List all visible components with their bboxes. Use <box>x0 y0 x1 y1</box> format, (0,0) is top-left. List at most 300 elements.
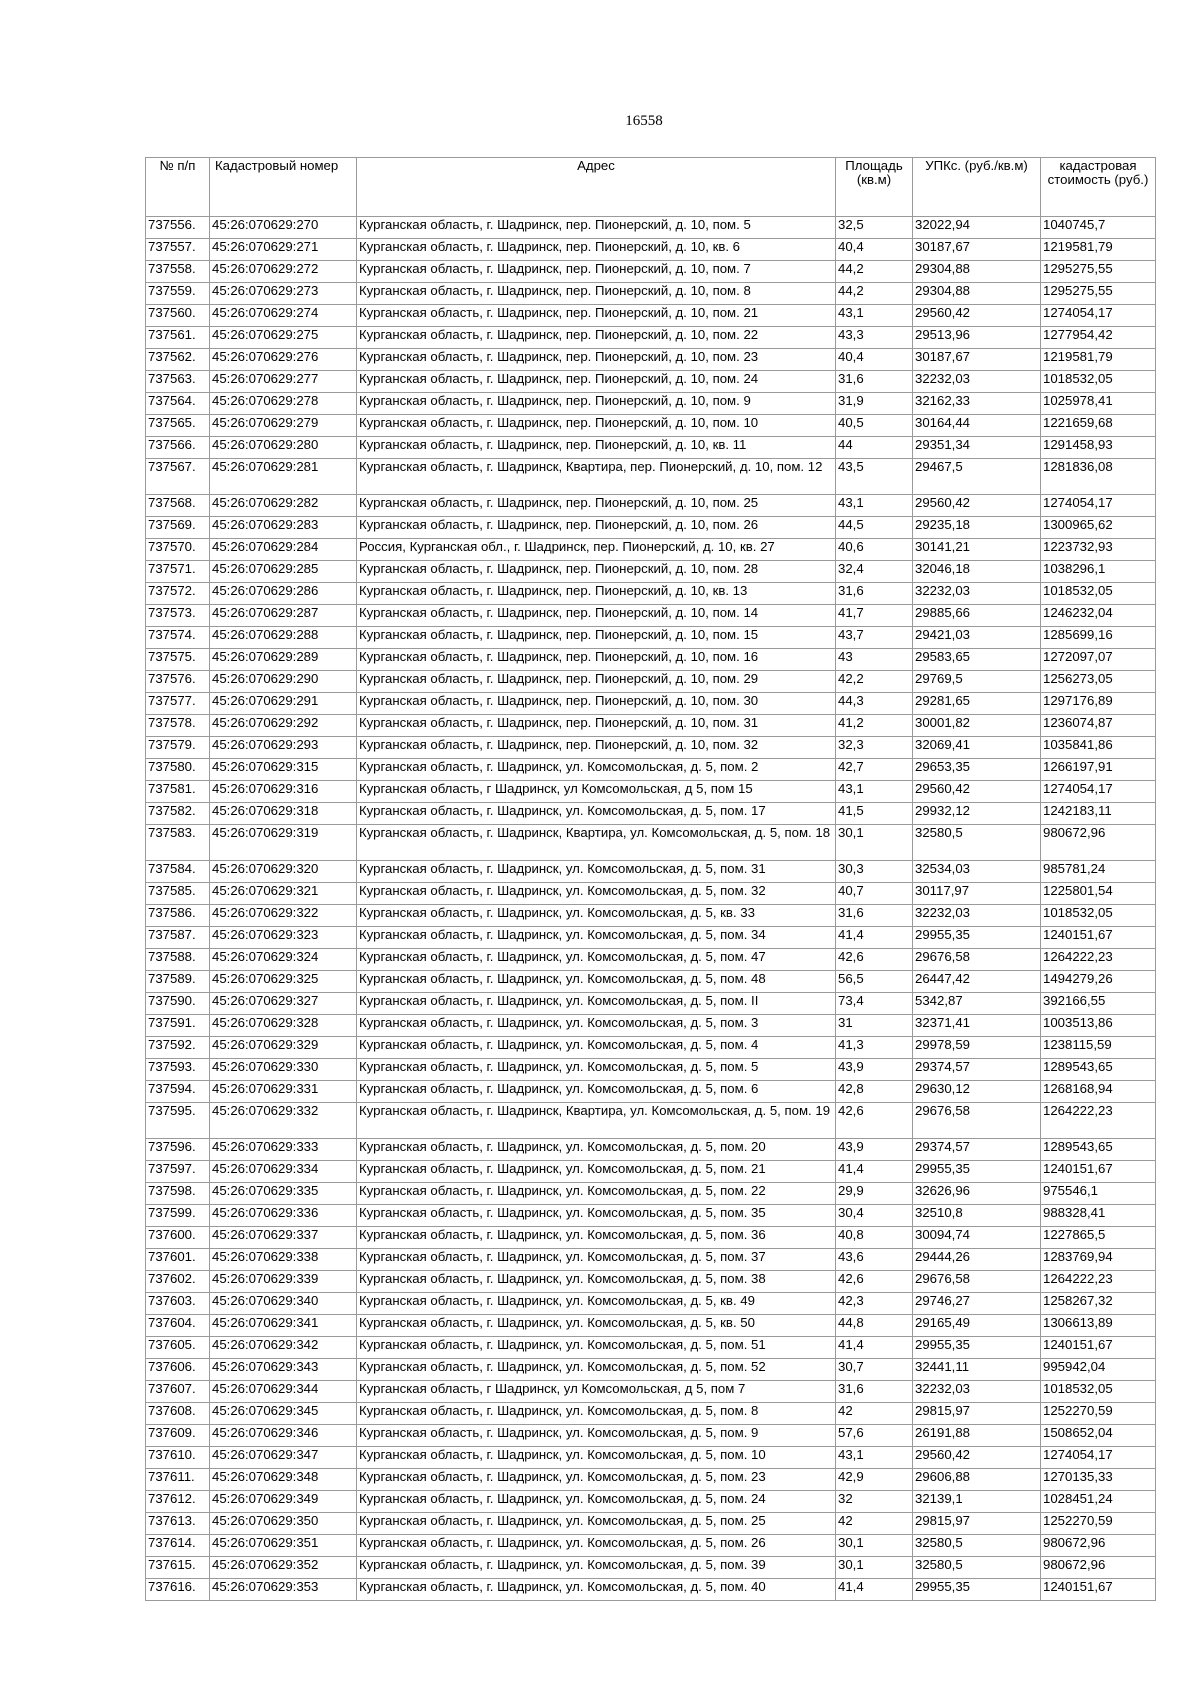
cell-address: Курганская область, г. Шадринск, пер. Пионерский, д. 10, пом. 29 <box>357 671 836 693</box>
cell-address: Курганская область, г. Шадринск, пер. Пионерский, д. 10, пом. 14 <box>357 605 836 627</box>
cell-cadastral-value: 1264222,23 <box>1041 1271 1156 1293</box>
table-row <box>146 905 1156 927</box>
cell-row-number: 737584. <box>146 861 210 883</box>
cell-cadastral-number: 45:26:070629:272 <box>210 261 357 283</box>
col-header-unit-value: УПКс. (руб./кв.м) <box>913 158 1041 217</box>
table-row <box>146 583 1156 605</box>
cell-row-number: 737580. <box>146 759 210 781</box>
cell-row-number: 737557. <box>146 239 210 261</box>
cell-address: Курганская область, г. Шадринск, пер. Пионерский, д. 10, пом. 15 <box>357 627 836 649</box>
table-row <box>146 305 1156 327</box>
cell-row-number: 737570. <box>146 539 210 561</box>
cell-area: 44,5 <box>836 517 913 539</box>
cell-area: 43,3 <box>836 327 913 349</box>
cell-cadastral-value: 980672,96 <box>1041 1557 1156 1579</box>
cell-address: Курганская область, г. Шадринск, пер. Пионерский, д. 10, пом. 26 <box>357 517 836 539</box>
cell-row-number: 737562. <box>146 349 210 371</box>
cell-area: 73,4 <box>836 993 913 1015</box>
table-row <box>146 861 1156 883</box>
table-row <box>146 327 1156 349</box>
cell-address: Курганская область, г. Шадринск, пер. Пионерский, д. 10, пом. 5 <box>357 217 836 239</box>
cell-area: 42,6 <box>836 949 913 971</box>
cell-area: 42,9 <box>836 1469 913 1491</box>
cell-cadastral-value: 1219581,79 <box>1041 349 1156 371</box>
cell-row-number: 737602. <box>146 1271 210 1293</box>
cell-area: 32 <box>836 1491 913 1513</box>
cell-area: 30,7 <box>836 1359 913 1381</box>
cell-area: 32,3 <box>836 737 913 759</box>
table-row <box>146 415 1156 437</box>
table-row <box>146 949 1156 971</box>
cell-cadastral-value: 1238115,59 <box>1041 1037 1156 1059</box>
table-row <box>146 437 1156 459</box>
cell-address: Курганская область, г. Шадринск, пер. Пионерский, д. 10, пом. 8 <box>357 283 836 305</box>
cadastral-value-table <box>145 157 1156 1601</box>
cell-address: Курганская область, г. Шадринск, пер. Пионерский, д. 10, пом. 24 <box>357 371 836 393</box>
cell-row-number: 737607. <box>146 1381 210 1403</box>
cell-address: Курганская область, г. Шадринск, ул. Комсомольская, д. 5, пом. 31 <box>357 861 836 883</box>
cell-cadastral-value: 1274054,17 <box>1041 305 1156 327</box>
cell-cadastral-value: 1252270,59 <box>1041 1403 1156 1425</box>
table-row <box>146 693 1156 715</box>
cell-cadastral-value: 1291458,93 <box>1041 437 1156 459</box>
cell-unit-value: 29978,59 <box>913 1037 1041 1059</box>
table-row <box>146 781 1156 803</box>
cell-cadastral-number: 45:26:070629:279 <box>210 415 357 437</box>
cell-cadastral-number: 45:26:070629:291 <box>210 693 357 715</box>
cell-row-number: 737587. <box>146 927 210 949</box>
cell-unit-value: 29513,96 <box>913 327 1041 349</box>
cell-address: Курганская область, г. Шадринск, ул. Комсомольская, д. 5, пом. 22 <box>357 1183 836 1205</box>
cell-unit-value: 29932,12 <box>913 803 1041 825</box>
cell-cadastral-number: 45:26:070629:322 <box>210 905 357 927</box>
cell-cadastral-value: 1038296,1 <box>1041 561 1156 583</box>
cell-cadastral-number: 45:26:070629:323 <box>210 927 357 949</box>
cell-row-number: 737578. <box>146 715 210 737</box>
cell-area: 31,6 <box>836 583 913 605</box>
cell-cadastral-value: 1258267,32 <box>1041 1293 1156 1315</box>
cell-cadastral-value: 980672,96 <box>1041 825 1156 861</box>
cell-row-number: 737560. <box>146 305 210 327</box>
table-row <box>146 1359 1156 1381</box>
cell-address: Курганская область, г. Шадринск, ул. Комсомольская, д. 5, пом. 47 <box>357 949 836 971</box>
cell-unit-value: 26191,88 <box>913 1425 1041 1447</box>
cell-row-number: 737612. <box>146 1491 210 1513</box>
table-row <box>146 1491 1156 1513</box>
cell-unit-value: 30117,97 <box>913 883 1041 905</box>
cell-unit-value: 29583,65 <box>913 649 1041 671</box>
cell-cadastral-value: 1240151,67 <box>1041 927 1156 949</box>
cell-area: 44,2 <box>836 261 913 283</box>
cell-unit-value: 32441,11 <box>913 1359 1041 1381</box>
cell-address: Курганская область, г. Шадринск, пер. Пионерский, д. 10, пом. 16 <box>357 649 836 671</box>
cell-address: Курганская область, г. Шадринск, ул. Комсомольская, д. 5, пом. 17 <box>357 803 836 825</box>
cell-row-number: 737561. <box>146 327 210 349</box>
cell-row-number: 737613. <box>146 1513 210 1535</box>
table-row <box>146 239 1156 261</box>
cell-cadastral-number: 45:26:070629:329 <box>210 1037 357 1059</box>
cell-unit-value: 32046,18 <box>913 561 1041 583</box>
cell-cadastral-number: 45:26:070629:286 <box>210 583 357 605</box>
cell-cadastral-value: 1003513,86 <box>1041 1015 1156 1037</box>
cell-unit-value: 32232,03 <box>913 371 1041 393</box>
cell-cadastral-value: 392166,55 <box>1041 993 1156 1015</box>
cell-cadastral-number: 45:26:070629:290 <box>210 671 357 693</box>
cell-cadastral-value: 1264222,23 <box>1041 1103 1156 1139</box>
table-row <box>146 1183 1156 1205</box>
table-row <box>146 1103 1156 1139</box>
cell-row-number: 737615. <box>146 1557 210 1579</box>
cell-area: 56,5 <box>836 971 913 993</box>
table-row <box>146 649 1156 671</box>
cell-unit-value: 29165,49 <box>913 1315 1041 1337</box>
table-header-row <box>146 158 1156 217</box>
cell-cadastral-number: 45:26:070629:289 <box>210 649 357 671</box>
cell-address: Курганская область, г. Шадринск, ул. Комсомольская, д. 5, пом. 25 <box>357 1513 836 1535</box>
cell-area: 43,5 <box>836 459 913 495</box>
cell-address: Курганская область, г. Шадринск, ул. Комсомольская, д. 5, пом. 36 <box>357 1227 836 1249</box>
cell-cadastral-value: 1018532,05 <box>1041 1381 1156 1403</box>
cell-cadastral-number: 45:26:070629:315 <box>210 759 357 781</box>
cell-cadastral-number: 45:26:070629:275 <box>210 327 357 349</box>
table-row <box>146 737 1156 759</box>
cell-cadastral-value: 1274054,17 <box>1041 495 1156 517</box>
cell-row-number: 737576. <box>146 671 210 693</box>
cell-row-number: 737586. <box>146 905 210 927</box>
cell-cadastral-number: 45:26:070629:350 <box>210 1513 357 1535</box>
cell-row-number: 737593. <box>146 1059 210 1081</box>
table-row <box>146 1579 1156 1601</box>
cell-cadastral-value: 1274054,17 <box>1041 1447 1156 1469</box>
cell-cadastral-value: 1268168,94 <box>1041 1081 1156 1103</box>
cell-cadastral-value: 1281836,08 <box>1041 459 1156 495</box>
cell-area: 40,5 <box>836 415 913 437</box>
cell-row-number: 737592. <box>146 1037 210 1059</box>
cell-area: 40,4 <box>836 349 913 371</box>
cell-cadastral-number: 45:26:070629:318 <box>210 803 357 825</box>
cell-cadastral-number: 45:26:070629:334 <box>210 1161 357 1183</box>
cell-area: 41,4 <box>836 1579 913 1601</box>
cell-address: Курганская область, г. Шадринск, ул. Комсомольская, д. 5, пом. 2 <box>357 759 836 781</box>
table-row <box>146 1249 1156 1271</box>
table-row <box>146 1315 1156 1337</box>
cell-area: 43,1 <box>836 781 913 803</box>
cell-address: Курганская область, г Шадринск, ул Комсомольская, д 5, пом 7 <box>357 1381 836 1403</box>
cell-cadastral-number: 45:26:070629:353 <box>210 1579 357 1601</box>
cell-unit-value: 29351,34 <box>913 437 1041 459</box>
cell-address: Курганская область, г. Шадринск, пер. Пионерский, д. 10, пом. 32 <box>357 737 836 759</box>
cell-cadastral-value: 1300965,62 <box>1041 517 1156 539</box>
cell-row-number: 737590. <box>146 993 210 1015</box>
cell-row-number: 737606. <box>146 1359 210 1381</box>
table-row <box>146 671 1156 693</box>
cell-row-number: 737601. <box>146 1249 210 1271</box>
cell-address: Курганская область, г. Шадринск, ул. Комсомольская, д. 5, пом. 48 <box>357 971 836 993</box>
cell-unit-value: 29560,42 <box>913 495 1041 517</box>
cell-address: Курганская область, г. Шадринск, ул. Комсомольская, д. 5, пом. 8 <box>357 1403 836 1425</box>
cell-unit-value: 29955,35 <box>913 1161 1041 1183</box>
cell-address: Курганская область, г. Шадринск, ул. Комсомольская, д. 5, кв. 49 <box>357 1293 836 1315</box>
cell-address: Курганская область, г. Шадринск, ул. Комсомольская, д. 5, пом. 52 <box>357 1359 836 1381</box>
cell-address: Курганская область, г. Шадринск, ул. Комсомольская, д. 5, пом. 10 <box>357 1447 836 1469</box>
cell-unit-value: 32232,03 <box>913 583 1041 605</box>
cell-cadastral-number: 45:26:070629:278 <box>210 393 357 415</box>
table-row <box>146 627 1156 649</box>
cell-cadastral-number: 45:26:070629:288 <box>210 627 357 649</box>
cell-cadastral-number: 45:26:070629:287 <box>210 605 357 627</box>
cell-cadastral-value: 988328,41 <box>1041 1205 1156 1227</box>
table-row <box>146 1447 1156 1469</box>
cell-cadastral-number: 45:26:070629:321 <box>210 883 357 905</box>
cell-address: Курганская область, г. Шадринск, ул. Комсомольская, д. 5, кв. 33 <box>357 905 836 927</box>
cell-row-number: 737581. <box>146 781 210 803</box>
cell-unit-value: 29630,12 <box>913 1081 1041 1103</box>
cell-unit-value: 32022,94 <box>913 217 1041 239</box>
cell-row-number: 737611. <box>146 1469 210 1491</box>
cell-unit-value: 29769,5 <box>913 671 1041 693</box>
cell-cadastral-value: 1018532,05 <box>1041 905 1156 927</box>
cell-unit-value: 32626,96 <box>913 1183 1041 1205</box>
cell-area: 31,9 <box>836 393 913 415</box>
cell-area: 40,8 <box>836 1227 913 1249</box>
cell-address: Курганская область, г Шадринск, ул Комсомольская, д 5, пом 15 <box>357 781 836 803</box>
cell-area: 44,2 <box>836 283 913 305</box>
cell-cadastral-number: 45:26:070629:327 <box>210 993 357 1015</box>
cell-cadastral-number: 45:26:070629:283 <box>210 517 357 539</box>
cell-cadastral-number: 45:26:070629:319 <box>210 825 357 861</box>
cell-cadastral-value: 995942,04 <box>1041 1359 1156 1381</box>
table-row <box>146 261 1156 283</box>
cell-area: 30,4 <box>836 1205 913 1227</box>
cell-area: 44,3 <box>836 693 913 715</box>
cell-unit-value: 32510,8 <box>913 1205 1041 1227</box>
cell-area: 43,1 <box>836 305 913 327</box>
cell-unit-value: 29653,35 <box>913 759 1041 781</box>
cell-row-number: 737565. <box>146 415 210 437</box>
cell-cadastral-value: 1221659,68 <box>1041 415 1156 437</box>
cell-unit-value: 26447,42 <box>913 971 1041 993</box>
col-header-number: № п/п <box>146 158 210 217</box>
cell-cadastral-number: 45:26:070629:348 <box>210 1469 357 1491</box>
cell-unit-value: 29885,66 <box>913 605 1041 627</box>
cell-address: Курганская область, г. Шадринск, пер. Пионерский, д. 10, кв. 6 <box>357 239 836 261</box>
cell-row-number: 737596. <box>146 1139 210 1161</box>
cell-cadastral-value: 1494279,26 <box>1041 971 1156 993</box>
cell-cadastral-number: 45:26:070629:284 <box>210 539 357 561</box>
cell-area: 41,4 <box>836 1337 913 1359</box>
table-row <box>146 349 1156 371</box>
table-row <box>146 371 1156 393</box>
cell-unit-value: 29560,42 <box>913 781 1041 803</box>
cell-cadastral-value: 1035841,86 <box>1041 737 1156 759</box>
cell-row-number: 737595. <box>146 1103 210 1139</box>
table-row <box>146 1271 1156 1293</box>
cell-unit-value: 30164,44 <box>913 415 1041 437</box>
cell-area: 57,6 <box>836 1425 913 1447</box>
cell-cadastral-value: 1256273,05 <box>1041 671 1156 693</box>
cell-unit-value: 30187,67 <box>913 239 1041 261</box>
cell-row-number: 737603. <box>146 1293 210 1315</box>
cell-cadastral-value: 1297176,89 <box>1041 693 1156 715</box>
cell-cadastral-number: 45:26:070629:337 <box>210 1227 357 1249</box>
cell-cadastral-number: 45:26:070629:347 <box>210 1447 357 1469</box>
cell-unit-value: 32534,03 <box>913 861 1041 883</box>
cell-area: 40,6 <box>836 539 913 561</box>
table-row <box>146 1139 1156 1161</box>
cell-area: 41,4 <box>836 927 913 949</box>
cell-area: 31,6 <box>836 1381 913 1403</box>
cell-cadastral-number: 45:26:070629:339 <box>210 1271 357 1293</box>
table-row <box>146 517 1156 539</box>
cell-area: 40,7 <box>836 883 913 905</box>
cell-cadastral-number: 45:26:070629:316 <box>210 781 357 803</box>
cell-unit-value: 29235,18 <box>913 517 1041 539</box>
cell-address: Курганская область, г. Шадринск, Квартира, ул. Комсомольская, д. 5, пом. 18 <box>357 825 836 861</box>
cell-address: Курганская область, г. Шадринск, пер. Пионерский, д. 10, пом. 23 <box>357 349 836 371</box>
table-row <box>146 393 1156 415</box>
cell-cadastral-value: 1264222,23 <box>1041 949 1156 971</box>
cell-address: Курганская область, г. Шадринск, ул. Комсомольская, д. 5, пом. 37 <box>357 1249 836 1271</box>
cell-area: 43,1 <box>836 1447 913 1469</box>
cell-area: 43,1 <box>836 495 913 517</box>
cell-cadastral-number: 45:26:070629:338 <box>210 1249 357 1271</box>
cell-address: Курганская область, г. Шадринск, пер. Пионерский, д. 10, пом. 7 <box>357 261 836 283</box>
table-row <box>146 715 1156 737</box>
col-header-cadastral-value: кадастровая стоимость (руб.) <box>1041 158 1156 217</box>
cell-cadastral-number: 45:26:070629:330 <box>210 1059 357 1081</box>
cell-unit-value: 29815,97 <box>913 1513 1041 1535</box>
cell-cadastral-number: 45:26:070629:341 <box>210 1315 357 1337</box>
table-row <box>146 1227 1156 1249</box>
cell-cadastral-number: 45:26:070629:345 <box>210 1403 357 1425</box>
cell-cadastral-value: 1283769,94 <box>1041 1249 1156 1271</box>
cell-address: Курганская область, г. Шадринск, ул. Комсомольская, д. 5, пом. 21 <box>357 1161 836 1183</box>
cell-row-number: 737614. <box>146 1535 210 1557</box>
cell-cadastral-value: 1270135,33 <box>1041 1469 1156 1491</box>
cell-area: 42 <box>836 1513 913 1535</box>
cell-cadastral-number: 45:26:070629:351 <box>210 1535 357 1557</box>
cell-address: Курганская область, г. Шадринск, Квартира, ул. Комсомольская, д. 5, пом. 19 <box>357 1103 836 1139</box>
cell-row-number: 737573. <box>146 605 210 627</box>
cell-row-number: 737569. <box>146 517 210 539</box>
table-row <box>146 605 1156 627</box>
cell-unit-value: 29955,35 <box>913 1337 1041 1359</box>
cell-cadastral-value: 1018532,05 <box>1041 371 1156 393</box>
cell-area: 41,2 <box>836 715 913 737</box>
cell-row-number: 737572. <box>146 583 210 605</box>
cell-cadastral-number: 45:26:070629:276 <box>210 349 357 371</box>
cell-address: Курганская область, г. Шадринск, ул. Комсомольская, д. 5, пом. 39 <box>357 1557 836 1579</box>
cell-area: 42,2 <box>836 671 913 693</box>
cell-cadastral-number: 45:26:070629:325 <box>210 971 357 993</box>
cell-address: Курганская область, г. Шадринск, ул. Комсомольская, д. 5, пом. 20 <box>357 1139 836 1161</box>
table-row <box>146 803 1156 825</box>
cell-cadastral-number: 45:26:070629:342 <box>210 1337 357 1359</box>
cell-unit-value: 32069,41 <box>913 737 1041 759</box>
cell-cadastral-value: 1274054,17 <box>1041 781 1156 803</box>
cell-unit-value: 29374,57 <box>913 1139 1041 1161</box>
cell-unit-value: 29676,58 <box>913 1271 1041 1293</box>
table-row <box>146 1059 1156 1081</box>
table-body <box>146 217 1156 1601</box>
table-row <box>146 971 1156 993</box>
cell-row-number: 737585. <box>146 883 210 905</box>
cell-unit-value: 29467,5 <box>913 459 1041 495</box>
cell-cadastral-value: 1227865,5 <box>1041 1227 1156 1249</box>
table-row <box>146 1381 1156 1403</box>
cell-cadastral-number: 45:26:070629:332 <box>210 1103 357 1139</box>
table-row <box>146 217 1156 239</box>
cell-area: 31,6 <box>836 371 913 393</box>
table-row <box>146 1469 1156 1491</box>
table-row <box>146 1081 1156 1103</box>
cell-row-number: 737568. <box>146 495 210 517</box>
cell-cadastral-value: 1285699,16 <box>1041 627 1156 649</box>
cell-unit-value: 29815,97 <box>913 1403 1041 1425</box>
cell-address: Курганская область, г. Шадринск, ул. Комсомольская, д. 5, пом. 32 <box>357 883 836 905</box>
cell-unit-value: 29374,57 <box>913 1059 1041 1081</box>
cell-cadastral-number: 45:26:070629:344 <box>210 1381 357 1403</box>
cell-cadastral-value: 1277954,42 <box>1041 327 1156 349</box>
cell-cadastral-number: 45:26:070629:280 <box>210 437 357 459</box>
col-header-address: Адрес <box>357 158 836 217</box>
table-row <box>146 1513 1156 1535</box>
cell-area: 41,5 <box>836 803 913 825</box>
cell-row-number: 737597. <box>146 1161 210 1183</box>
table-row <box>146 759 1156 781</box>
cell-address: Курганская область, г. Шадринск, пер. Пионерский, д. 10, пом. 25 <box>357 495 836 517</box>
table-row <box>146 561 1156 583</box>
cell-unit-value: 32232,03 <box>913 1381 1041 1403</box>
cell-row-number: 737583. <box>146 825 210 861</box>
cell-cadastral-number: 45:26:070629:331 <box>210 1081 357 1103</box>
cell-area: 31,6 <box>836 905 913 927</box>
cell-row-number: 737559. <box>146 283 210 305</box>
cell-cadastral-number: 45:26:070629:328 <box>210 1015 357 1037</box>
table-row <box>146 1293 1156 1315</box>
table-row <box>146 1535 1156 1557</box>
cell-area: 44,8 <box>836 1315 913 1337</box>
cell-row-number: 737582. <box>146 803 210 825</box>
cell-unit-value: 29421,03 <box>913 627 1041 649</box>
cell-address: Курганская область, г. Шадринск, пер. Пионерский, д. 10, пом. 10 <box>357 415 836 437</box>
cell-cadastral-value: 1272097,07 <box>1041 649 1156 671</box>
cell-area: 41,7 <box>836 605 913 627</box>
cell-area: 42,6 <box>836 1103 913 1139</box>
cell-address: Курганская область, г. Шадринск, пер. Пионерский, д. 10, пом. 22 <box>357 327 836 349</box>
cell-cadastral-value: 1289543,65 <box>1041 1059 1156 1081</box>
cell-address: Курганская область, г. Шадринск, ул. Комсомольская, д. 5, пом. 4 <box>357 1037 836 1059</box>
cell-cadastral-value: 1266197,91 <box>1041 759 1156 781</box>
table-row <box>146 1403 1156 1425</box>
cell-row-number: 737567. <box>146 459 210 495</box>
cell-row-number: 737600. <box>146 1227 210 1249</box>
cell-address: Курганская область, г. Шадринск, ул. Комсомольская, д. 5, пом. 26 <box>357 1535 836 1557</box>
cell-cadastral-value: 1295275,55 <box>1041 261 1156 283</box>
cell-cadastral-value: 1240151,67 <box>1041 1161 1156 1183</box>
cell-row-number: 737577. <box>146 693 210 715</box>
cell-cadastral-value: 1242183,11 <box>1041 803 1156 825</box>
cell-cadastral-number: 45:26:070629:336 <box>210 1205 357 1227</box>
cell-address: Курганская область, г. Шадринск, ул. Комсомольская, д. 5, пом. 23 <box>357 1469 836 1491</box>
cell-address: Курганская область, г. Шадринск, ул. Комсомольская, д. 5, пом. II <box>357 993 836 1015</box>
cell-unit-value: 32580,5 <box>913 825 1041 861</box>
cell-cadastral-number: 45:26:070629:335 <box>210 1183 357 1205</box>
cell-cadastral-number: 45:26:070629:273 <box>210 283 357 305</box>
cell-cadastral-number: 45:26:070629:292 <box>210 715 357 737</box>
table-row <box>146 459 1156 495</box>
cell-cadastral-number: 45:26:070629:293 <box>210 737 357 759</box>
